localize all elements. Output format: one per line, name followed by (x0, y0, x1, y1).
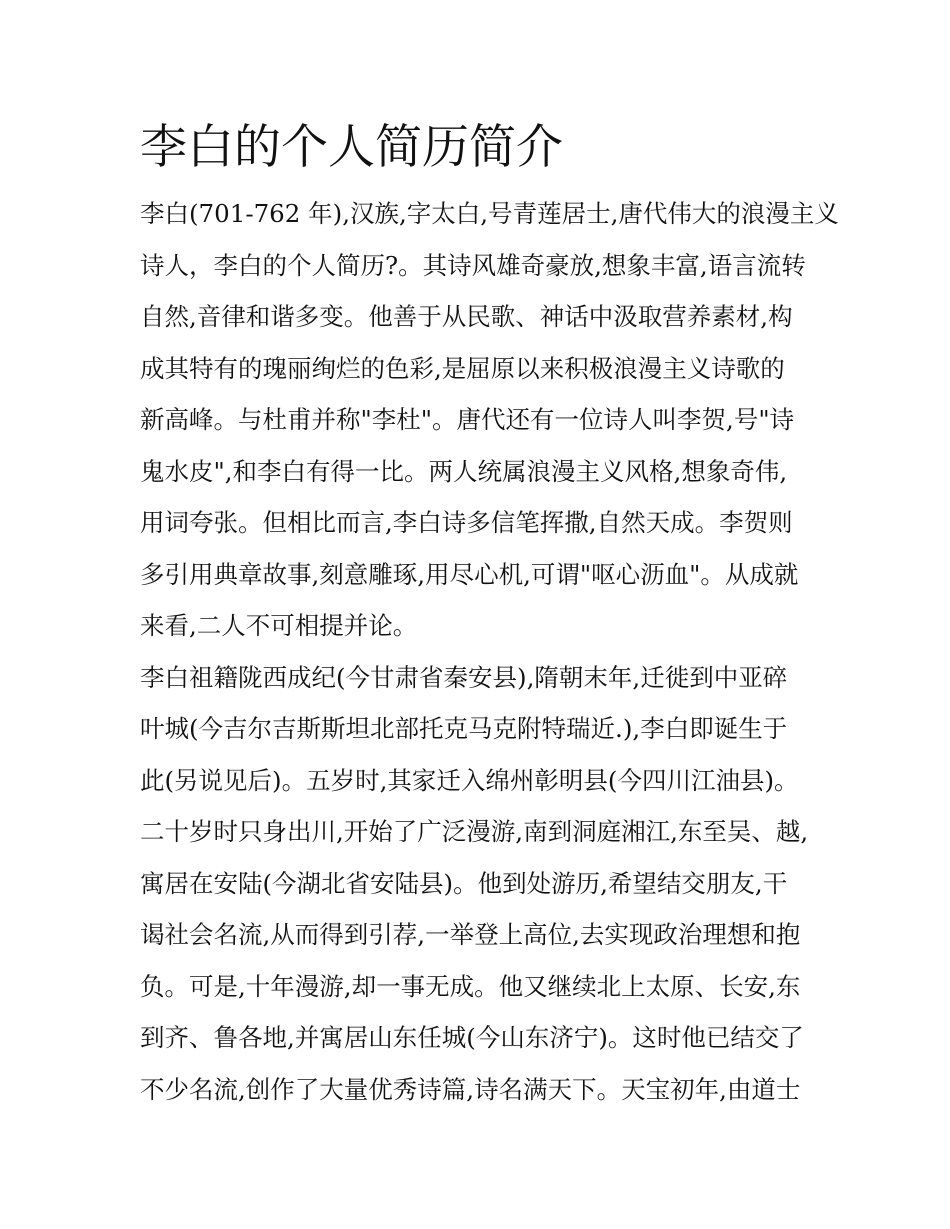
document-title: 李白的个人简历简介 (140, 120, 563, 175)
text-line: 成其特有的瑰丽绚烂的色彩,是屈原以来积极浪漫主义诗歌的 (140, 353, 785, 383)
paragraph-1 (140, 188, 839, 652)
text-line: 鬼水皮",和李白有得一比。两人统属浪漫主义风格,想象奇伟, (140, 456, 788, 486)
text-line: 寓居在安陆(今湖北省安陆县)。他到处游历,希望结交朋友,干 (140, 868, 788, 898)
text-line: 叶城(今吉尔吉斯斯坦北部托克马克附特瑞近.),李白即诞生于 (140, 714, 788, 743)
text-line: 来看,二人不可相提并论。 (140, 611, 418, 640)
text-line: 谒社会名流,从而得到引荐,一举登上高位,去实现政治理想和抱 (140, 920, 801, 949)
text-line: 二十岁时只身出川,开始了广泛漫游,南到洞庭湘江,东至吴、越, (140, 817, 809, 846)
text-line: 用词夸张。但相比而言,李白诗多信笔挥撒,自然天成。李贺则 (140, 508, 793, 537)
text-line: 新高峰。与杜甫并称"李杜"。唐代还有一位诗人叫李贺,号"诗 (140, 405, 795, 434)
text-line: 不少名流,创作了大量优秀诗篇,诗名满天下。天宝初年,由道士 (140, 1074, 801, 1104)
paragraph-2 (140, 652, 812, 1116)
text-line: 诗人，李白的个人简历?。其诗风雄奇豪放,想象丰富,语言流转 (140, 250, 806, 280)
text-line: 自然,音律和谐多变。他善于从民歌、神话中汲取营养素材,构 (140, 302, 793, 331)
text-line: 到齐、鲁各地,并寓居山东任城(今山东济宁)。这时他已结交了 (140, 1023, 804, 1052)
text-line: 李白(701-762 年),汉族,字太白,号青莲居士,唐代伟大的浪漫主义 (140, 199, 839, 228)
text-line: 负。可是,十年漫游,却一事无成。他又继续北上太原、长安,东 (140, 971, 801, 1001)
text-line: 此(另说见后)。五岁时,其家迁入绵州彰明县(今四川江油县)。 (140, 765, 799, 795)
document-page (140, 108, 839, 1115)
text-line: 李白祖籍陇西成纪(今甘肃省秦安县),隋朝末年,迁徙到中亚碎 (140, 662, 788, 692)
text-line: 多引用典章故事,刻意雕琢,用尽心机,可谓"呕心沥血"。从成就 (140, 559, 799, 589)
